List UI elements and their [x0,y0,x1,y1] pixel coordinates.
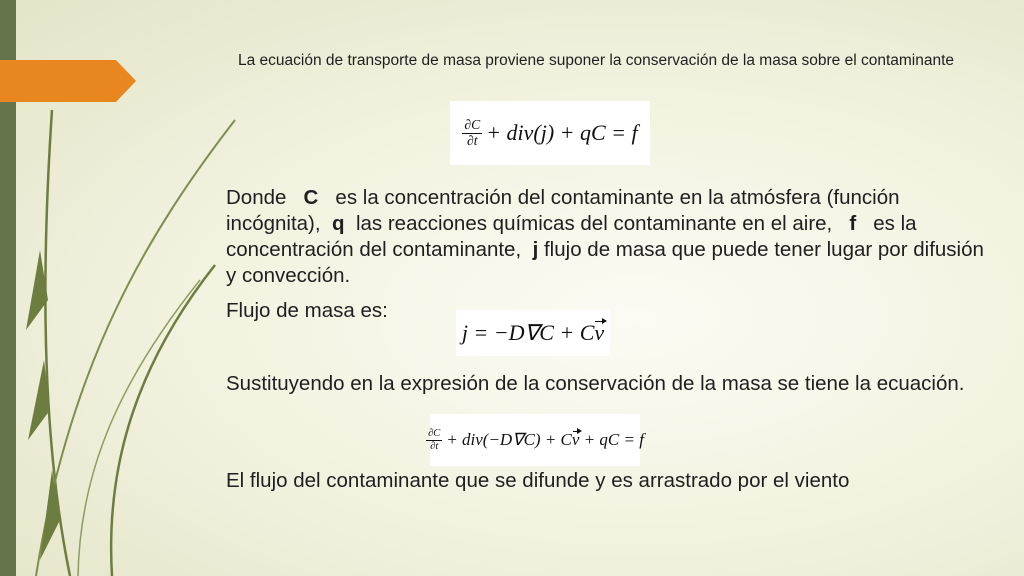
equation-transport: $\frac{\partial C}{\partial t}$ + div(−D∇C) + C v + qC = f [430,414,640,466]
curve-3 [111,265,215,576]
equation-mass-conservation [450,101,650,165]
symbol-c: C [303,186,319,209]
partial-derivative-fraction: $\frac{\partial C}{\partial t}$ [428,428,441,452]
leaf-2 [28,360,50,440]
curve-1 [45,110,70,576]
orange-arrow-marker [0,60,136,102]
equation1-rest: + div(j) + qC = f [486,120,638,145]
symbol-j: j [532,238,539,261]
leaf-1 [26,250,48,330]
mass-flux-label: Flujo de masa es: [226,299,388,322]
velocity-vector: v [594,320,605,345]
curve-2 [36,120,235,576]
symbol-f: f [849,212,857,235]
equation-mass-flux: j = −D∇C + C v [456,310,610,356]
final-text: El flujo del contaminante que se difunde y es arrastrado por el viento [226,469,850,492]
curve-4 [78,280,200,576]
partial-derivative-fraction: $\frac{\partial C}{\partial t}$ [464,117,481,148]
substitution-text: Sustituyendo en la expresión de la conservación de la masa se tiene la ecuación. [226,372,965,395]
symbol-q: q [332,212,345,235]
intro-text: La ecuación de transporte de masa proviene suponer la conservación de la masa sobre el contaminante [238,52,955,69]
leaf-3 [40,470,60,560]
velocity-vector: v [571,430,580,449]
variable-description: Donde C es la concentración del contaminante en la atmósfera (función incógnita), q las reacciones químicas del contaminante en el aire, f es la concentración del contaminante, j flujo de masa que puede tener lugar por difusión y convección. [226,186,984,287]
